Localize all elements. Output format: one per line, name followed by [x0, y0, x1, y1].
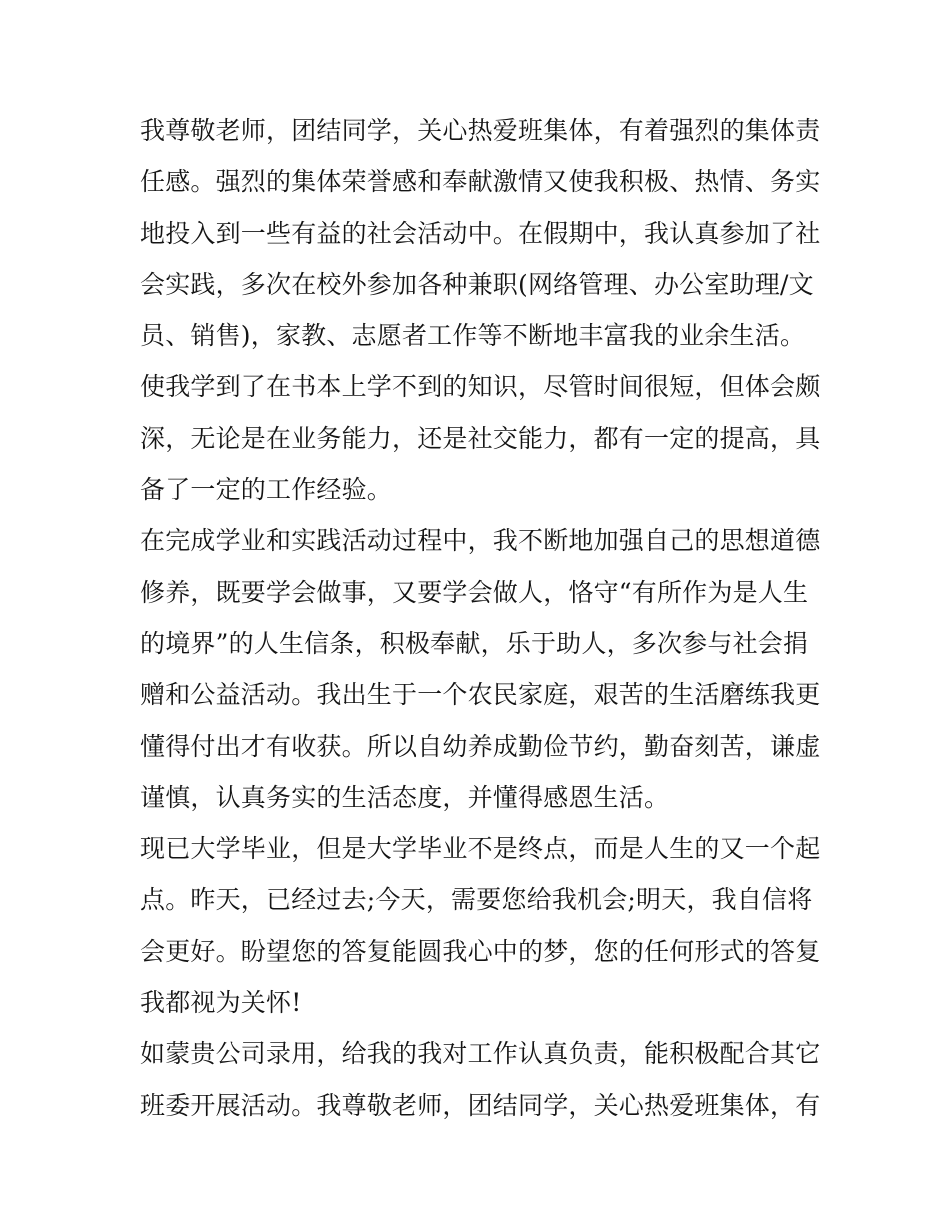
text-line: 谨慎，认真务实的生活态度，并懂得感恩生活。 — [140, 782, 670, 812]
text-line: 我都视为关怀! — [140, 988, 302, 1018]
text-line: 赠和公益活动。我出生于一个农民家庭，艰苦的生活磨练我更 — [140, 680, 821, 710]
text-line: 如蒙贵公司录用，给我的我对工作认真负责，能积极配合其它 — [140, 1039, 821, 1069]
text-line: 会实践，多次在校外参加各种兼职(网络管理、办公室助理/文 — [140, 269, 814, 299]
text-line: 的境界”的人生信条，积极奉献，乐于助人，多次参与社会捐 — [140, 628, 809, 658]
text-line: 员、销售)，家教、志愿者工作等不断地丰富我的业余生活。 — [140, 321, 806, 351]
text-line: 会更好。盼望您的答复能圆我心中的梦，您的任何形式的答复 — [140, 936, 821, 966]
text-line: 在完成学业和实践活动过程中，我不断地加强自己的思想道德 — [140, 526, 821, 556]
text-line: 备了一定的工作经验。 — [140, 475, 393, 505]
text-line: 地投入到一些有益的社会活动中。在假期中，我认真参加了社 — [140, 218, 821, 248]
text-line: 现已大学毕业，但是大学毕业不是终点，而是人生的又一个起 — [140, 834, 821, 864]
body-text — [140, 105, 820, 1131]
text-line: 懂得付出才有收获。所以自幼养成勤俭节约，勤奋刻苦，谦虚 — [140, 731, 821, 761]
text-line: 深，无论是在业务能力，还是社交能力，都有一定的提高，具 — [140, 423, 821, 453]
text-line: 任感。强烈的集体荣誉感和奉献激情又使我积极、热情、务实 — [140, 167, 821, 197]
text-line: 我尊敬老师，团结同学，关心热爱班集体，有着强烈的集体责 — [140, 116, 821, 145]
text-line: 点。昨天，已经过去;今天，需要您给我机会;明天，我自信将 — [140, 885, 813, 915]
text-line: 修养，既要学会做事，又要学会做人，恪守“有所作为是人生 — [140, 577, 809, 607]
text-line: 班委开展活动。我尊敬老师，团结同学，关心热爱班集体，有 — [140, 1090, 821, 1120]
text-line: 使我学到了在书本上学不到的知识，尽管时间很短，但体会颇 — [140, 372, 821, 402]
